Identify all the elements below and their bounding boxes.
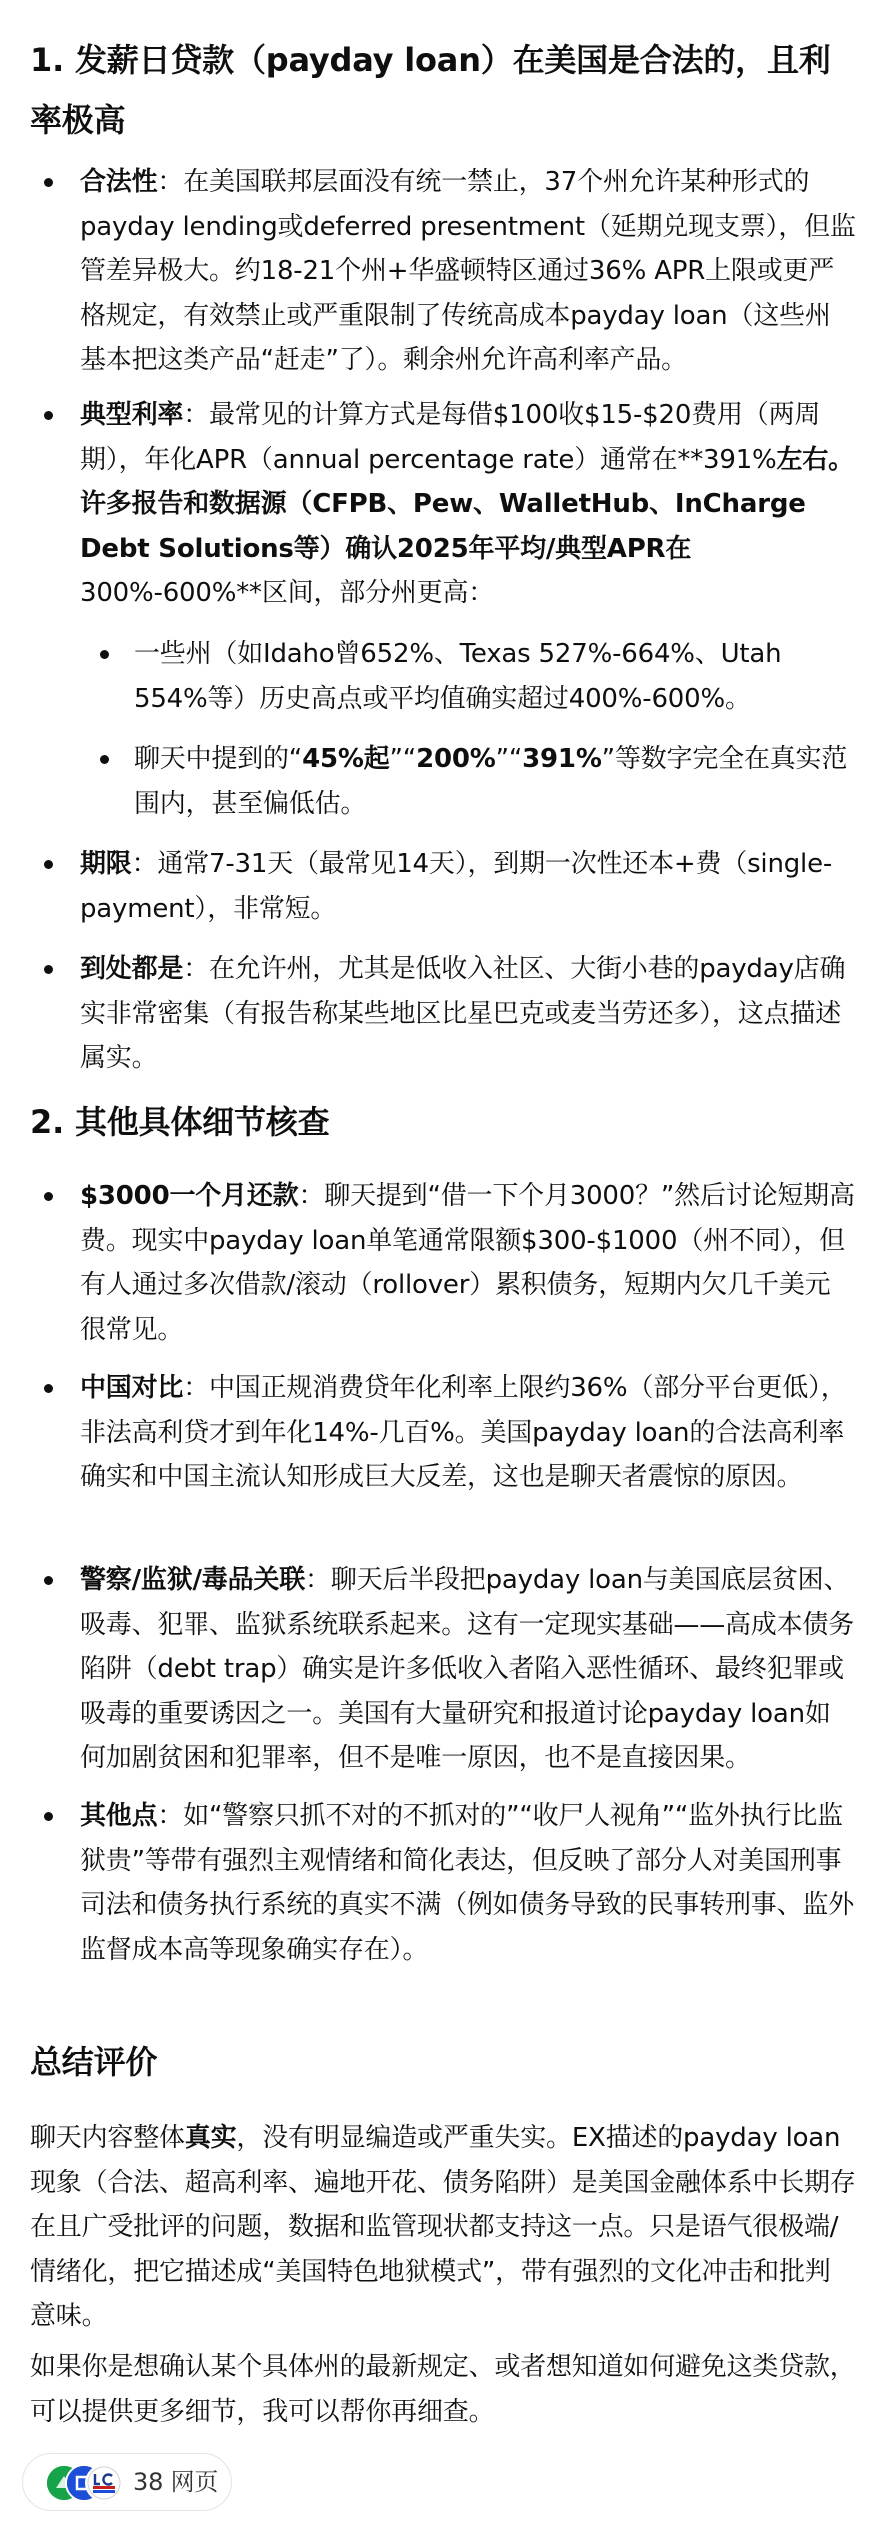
item-text: 聊天中提到的“ xyxy=(134,744,303,774)
bullet-icon xyxy=(44,1192,53,1201)
item-text: ：聊天提到“借一下个月3000？”然后讨论短期高费。现实中payday loan单笔通常限额$300-$1000（州不同），但有人通过多次借款/滚动（rollover）累积债务，短期内欠几千美元很常见。 xyxy=(80,1181,855,1345)
item-bold-text: 左右。许多报告和数据源（CFPB、Pew、WalletHub、InCharge Debt Solutions等）确认2025年平均/典型APR在 xyxy=(80,444,854,564)
item-text: ：在允许州，尤其是低收入社区、大街小巷的payday店确实非常密集（有报告称某些地区比星巴克或麦当劳还多），这点描述属实。 xyxy=(80,954,846,1073)
item-label: 期限 xyxy=(80,849,132,879)
list-item-term xyxy=(80,842,856,931)
item-text: ：通常7-31天（最常见14天），到期一次性还本+费（single-payment），非常短。 xyxy=(80,849,833,924)
followup-paragraph: 如果你是想确认某个具体州的最新规定、或者想知道如何避免这类贷款，可以提供更多细节，我可以帮你再细查。 xyxy=(30,2352,856,2427)
item-text: ：中国正规消费贷年化利率上限约36%（部分平台更低），非法高利贷才到年化14%-几百%。美国payday loan的合法高利率确实和中国主流认知形成巨大反差，这也是聊天者震惊的原因。 xyxy=(80,1373,847,1492)
bullet-icon xyxy=(44,1812,53,1821)
item-text: ”等数字完全在真实范围内，甚至偏低估。 xyxy=(134,744,848,819)
item-label: 到处都是 xyxy=(80,954,184,984)
section-2-heading: 2. 其他具体细节核查 xyxy=(30,1103,330,1141)
item-text: 300%-600%**区间，部分州更高： xyxy=(80,578,495,608)
item-text: 一些州（如Idaho曾652%、Texas 527%-664%、Utah 554%等）历史高点或平均值确实超过400%-600%。 xyxy=(134,639,782,714)
bullet-icon xyxy=(100,650,109,659)
item-bold-text: 45%起 xyxy=(302,744,390,774)
item-text: ：在美国联邦层面没有统一禁止，37个州允许某种形式的payday lending或deferred presentment（延期兑现支票），但监管差异极大。约18-21个州+华盛顿特区通过36% APR上限或更严格规定，有效禁止或严重限制了传统高成本payday loan（这些州基本把这类产品“赶走”了）。剩余州允许高利率产品。 xyxy=(80,167,856,375)
bullet-icon xyxy=(44,965,53,974)
list-item-typical-rate xyxy=(80,393,856,616)
sublist-item-chat-figures xyxy=(134,737,856,826)
item-label: $3000一个月还款 xyxy=(80,1181,299,1211)
summary-heading: 总结评价 xyxy=(30,2043,158,2081)
item-text: ”“ xyxy=(495,744,523,774)
item-label: 中国对比 xyxy=(80,1373,184,1403)
bullet-icon xyxy=(44,178,53,187)
bullet-icon xyxy=(44,1576,53,1585)
summary-text: ，没有明显编造或严重失实。EX描述的payday loan现象（合法、超高利率、遍地开花、债务陷阱）是美国金融体系中长期存在且广受批评的问题，数据和监管现状都支持这一点。只是语气很极端/情绪化，把它描述成“美国特色地狱模式”，带有强烈的文化冲击和批判意味。 xyxy=(30,2123,856,2331)
item-label: 合法性 xyxy=(80,167,158,197)
bullet-icon xyxy=(44,1384,53,1393)
source-favicons xyxy=(45,2464,121,2500)
item-label: 警察/监狱/毒品关联 xyxy=(80,1565,305,1595)
list-item-3000-repayment xyxy=(80,1174,856,1352)
list-item-china-comparison xyxy=(80,1366,856,1500)
list-item-other-points xyxy=(80,1794,856,1972)
item-label: 典型利率 xyxy=(80,400,184,430)
item-text: ：最常见的计算方式是每借$100收$15-$20费用（两周期），年化APR（annual percentage rate）通常在**391% xyxy=(80,400,821,475)
sources-button[interactable] xyxy=(22,2453,232,2511)
summary-paragraph xyxy=(30,2116,856,2339)
bullet-icon xyxy=(44,860,53,869)
list-item-legality xyxy=(80,160,856,383)
summary-bold-text: 真实 xyxy=(184,2123,237,2153)
list-item-police-prison-drugs xyxy=(80,1558,856,1781)
item-bold-text: 200% xyxy=(416,744,496,774)
sources-count: 38 网页 xyxy=(133,2467,219,2496)
sublist-item-state-rates xyxy=(134,632,856,721)
lc-site-icon xyxy=(85,2464,123,2502)
summary-text: 聊天内容整体 xyxy=(30,2123,185,2153)
item-text: ：聊天后半段把payday loan与美国底层贫困、吸毒、犯罪、监狱系统联系起来。这有一定现实基础——高成本债务陷阱（debt trap）确实是许多低收入者陷入恶性循环、最终犯罪或吸毒的重要诱因之一。美国有大量研究和报道讨论payday loan如何加剧贫困和犯罪率，但不是唯一原因，也不是直接因果。 xyxy=(80,1565,855,1773)
bullet-icon xyxy=(44,411,53,420)
list-item-everywhere xyxy=(80,947,856,1081)
item-text: ：如“警察只抓不对的不抓对的”“收尸人视角”“监外执行比监狱贵”等带有强烈主观情绪和简化表达，但反映了部分人对美国刑事司法和债务执行系统的真实不满（例如债务导致的民事转刑事、监外监督成本高等现象确实存在）。 xyxy=(80,1801,855,1965)
item-text: ”“ xyxy=(389,744,417,774)
bullet-icon xyxy=(100,755,109,764)
item-bold-text: 391% xyxy=(522,744,602,774)
section-1-heading: 1. 发薪日贷款（payday loan）在美国是合法的，且利率极高 xyxy=(30,41,831,139)
item-label: 其他点 xyxy=(80,1801,158,1831)
